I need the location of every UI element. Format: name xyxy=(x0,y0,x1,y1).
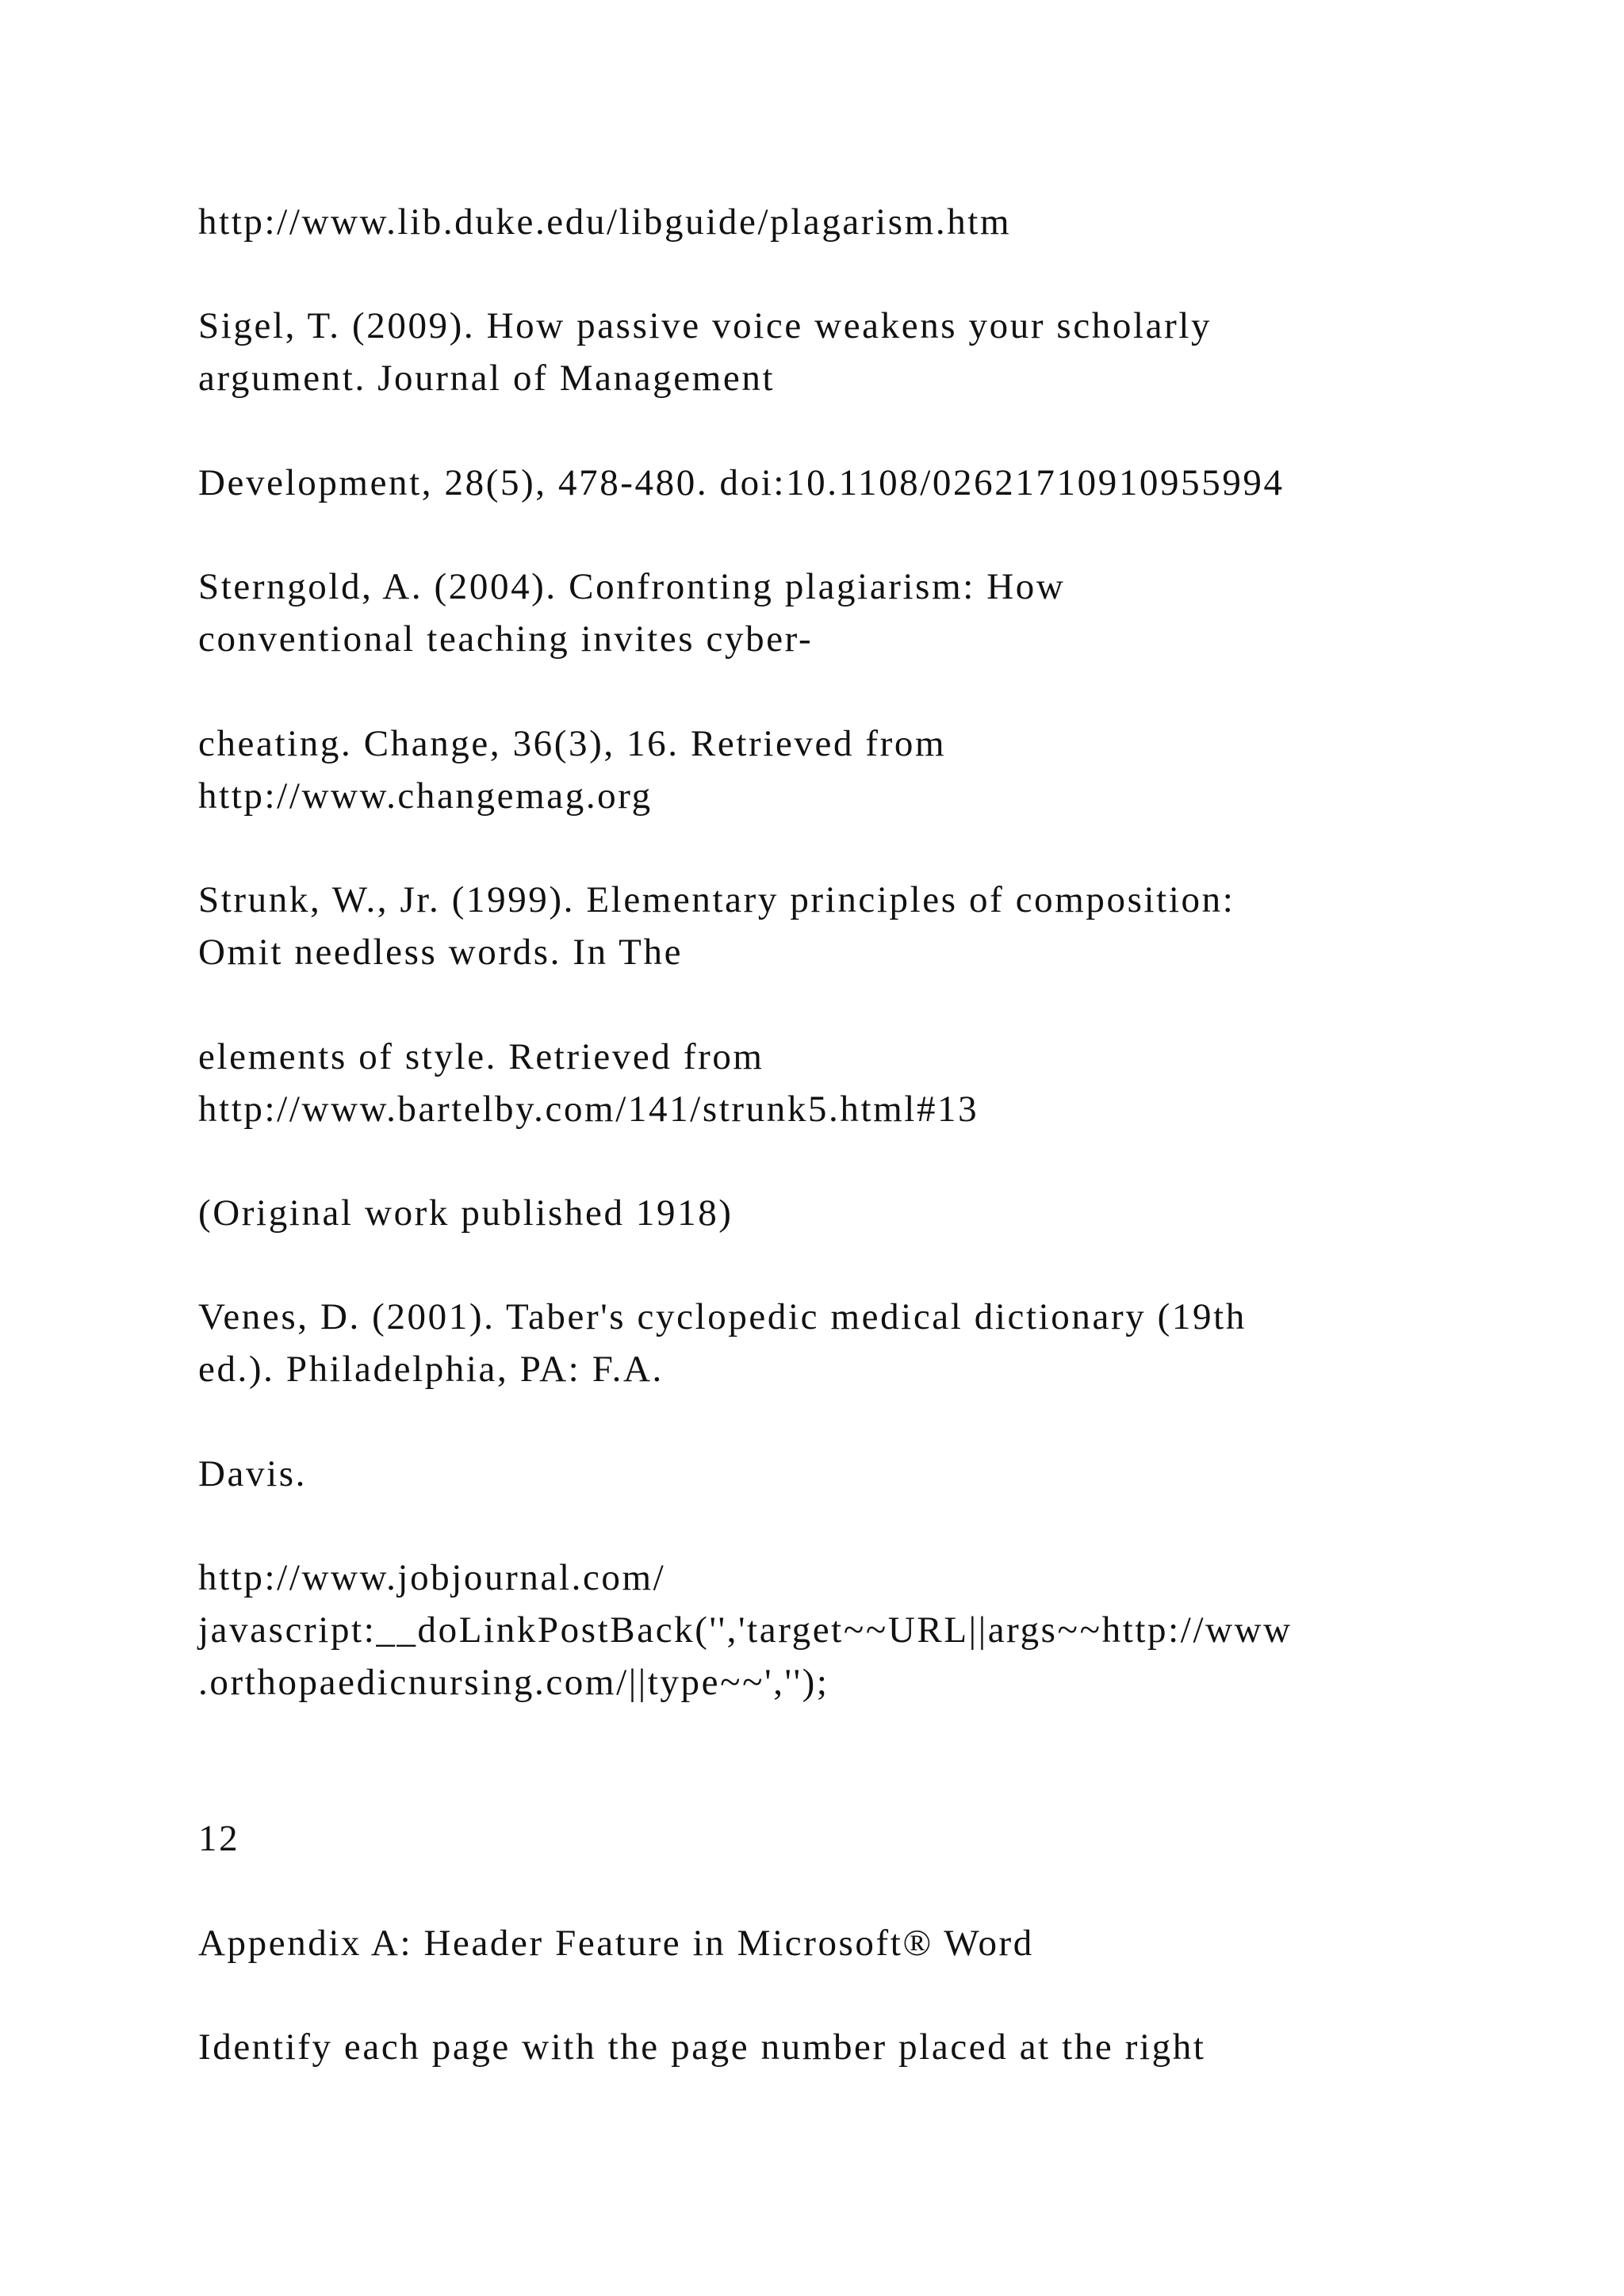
javascript-link-line-1: javascript:__doLinkPostBack('','target~~URL||args~~http://www xyxy=(198,1609,1293,1651)
jobjournal-url: http://www.jobjournal.com/ xyxy=(198,1557,666,1598)
reference-strunk-note: (Original work published 1918) xyxy=(198,1192,733,1234)
reference-strunk-line-3: elements of style. Retrieved from xyxy=(198,1036,764,1077)
reference-url-duke-libguide: http://www.lib.duke.edu/libguide/plagarism.htm xyxy=(198,201,1012,243)
body-paragraph-line: Identify each page with the page number placed at the right xyxy=(198,2026,1206,2068)
reference-sigel-line-2: argument. Journal of Management xyxy=(198,358,776,399)
javascript-link-line-2: .orthopaedicnursing.com/||type~~',''); xyxy=(198,1662,829,1703)
reference-venes-line-1: Venes, D. (2001). Taber's cyclopedic medical dictionary (19th xyxy=(198,1296,1247,1337)
appendix-heading: Appendix A: Header Feature in Microsoft® Word xyxy=(198,1923,1034,1964)
reference-sterngold-line-3: cheating. Change, 36(3), 16. Retrieved from xyxy=(198,723,947,764)
reference-sterngold-line-1: Sterngold, A. (2004). Confronting plagiarism: How xyxy=(198,566,1066,607)
reference-strunk-url: http://www.bartelby.com/141/strunk5.html#13 xyxy=(198,1089,979,1130)
reference-strunk-line-2: Omit needless words. In The xyxy=(198,932,684,973)
reference-sigel-line-1: Sigel, T. (2009). How passive voice weakens your scholarly xyxy=(198,305,1212,346)
reference-sigel-line-3: Development, 28(5), 478-480. doi:10.1108/02621710910955994 xyxy=(198,462,1285,503)
reference-sterngold-url: http://www.changemag.org xyxy=(198,775,653,817)
page-number: 12 xyxy=(198,1818,240,1859)
reference-strunk-line-1: Strunk, W., Jr. (1999). Elementary principles of composition: xyxy=(198,879,1235,920)
reference-venes-line-2: ed.). Philadelphia, PA: F.A. xyxy=(198,1349,664,1390)
reference-venes-line-3: Davis. xyxy=(198,1453,308,1494)
reference-sterngold-line-2: conventional teaching invites cyber- xyxy=(198,618,814,660)
